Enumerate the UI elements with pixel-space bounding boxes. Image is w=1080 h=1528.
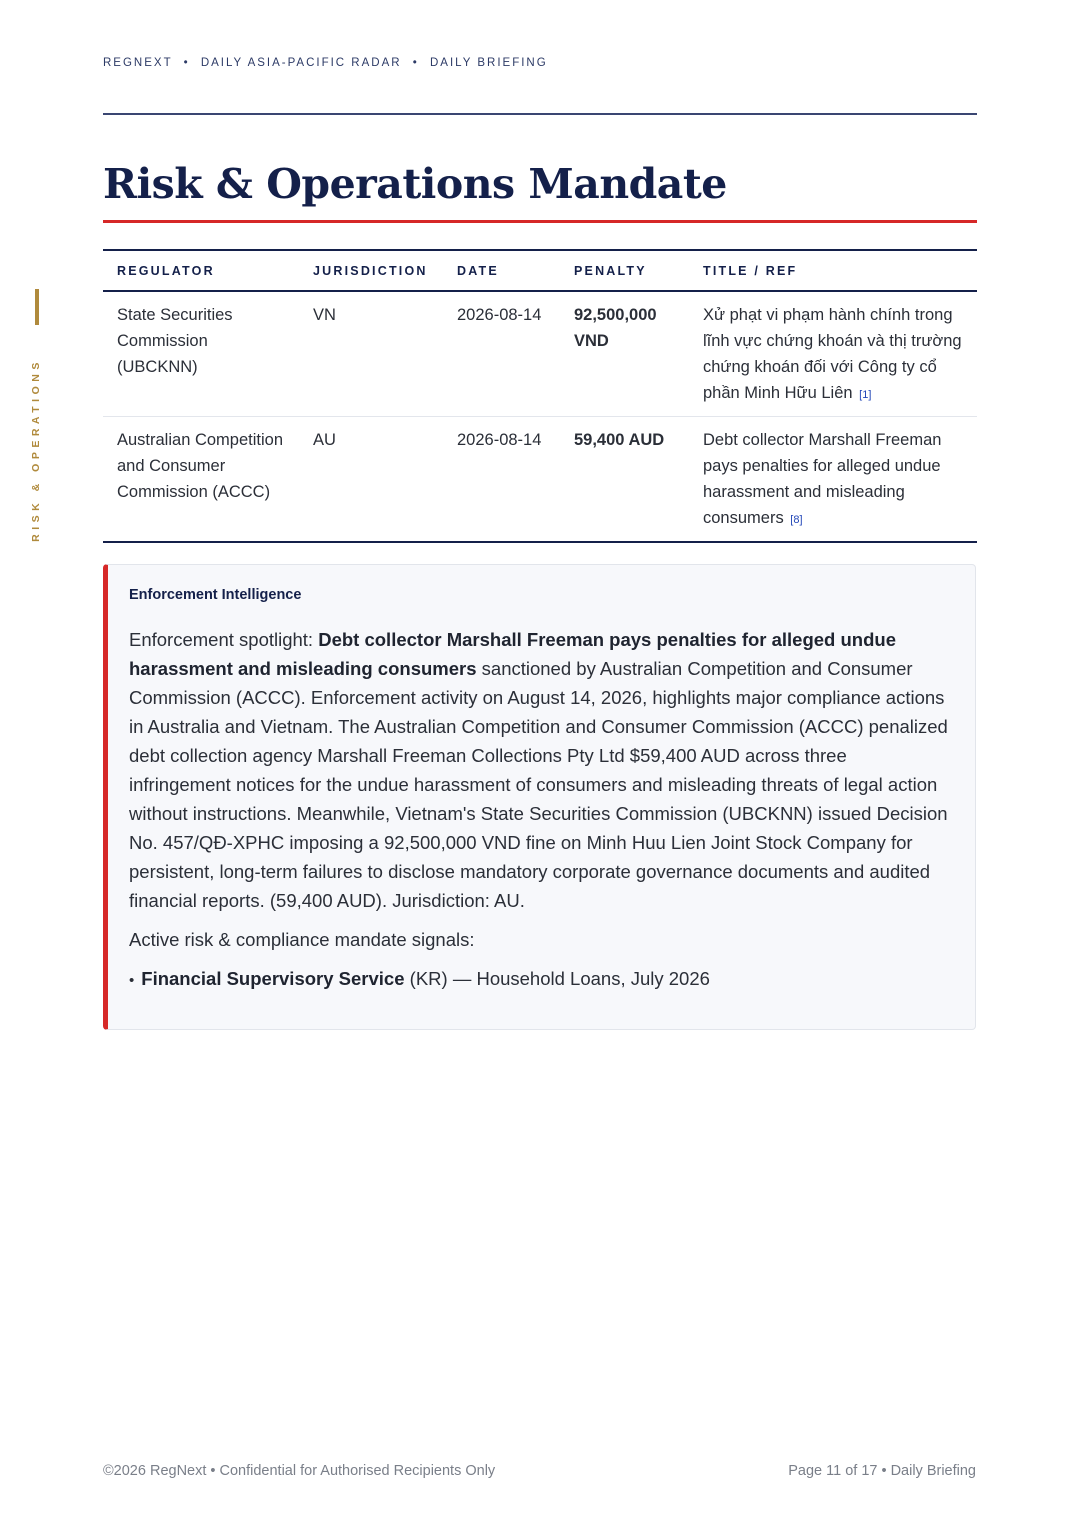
reference-link[interactable]: [8] xyxy=(790,514,803,526)
date-cell: 2026-08-14 xyxy=(457,306,542,324)
title-cell xyxy=(689,417,977,543)
date-cell: 2026-08-14 xyxy=(443,417,560,543)
table-row xyxy=(103,417,977,543)
header-edition: DAILY BRIEFING xyxy=(430,57,548,69)
side-accent-bar xyxy=(35,289,39,325)
column-header-title-ref: TITLE / REF xyxy=(689,250,977,291)
column-header-regulator: REGULATOR xyxy=(103,250,299,291)
panel-kicker: Enforcement Intelligence xyxy=(129,587,302,603)
spotlight-paragraph xyxy=(129,625,951,915)
header-brand: REGNEXT xyxy=(103,57,173,69)
signal-detail: (KR) — Household Loans, July 2026 xyxy=(404,968,710,989)
header-publication: DAILY ASIA-PACIFIC RADAR xyxy=(200,57,402,69)
running-header xyxy=(103,57,548,69)
penalty-cell: 92,500,000 VND xyxy=(574,306,657,350)
jurisdiction-cell: VN xyxy=(313,306,336,324)
spotlight-summary: sanctioned by Australian Competition and Consumer Commission (ACCC). Enforcement activity on August 14, 2026, highlights major compliance actions in Australia and Vietnam. The Australian Competition and Consumer Commission (ACCC) penalized debt collection agency Marshall Freeman Collections Pty Ltd $59,400 AUD across three infringement notices for the undue harassment of consumers and misleading threats of legal action without instructions. Meanwhile, Vietnam's State Securities Commission (UBCKNN) issued Decision No. 457/QĐ-XPHC imposing a 92,500,000 VND fine on Minh Huu Lien Joint Stock Company for persistent, long-term failures to disclose mandatory corporate governance documents and audited financial reports. (59,400 AUD). Jurisdiction: AU. xyxy=(129,658,948,911)
enforcement-table xyxy=(103,249,977,543)
jurisdiction-cell: AU xyxy=(299,417,443,543)
title-underline xyxy=(103,220,977,223)
signals-list xyxy=(129,964,951,995)
penalty-cell: 59,400 AUD xyxy=(560,417,689,543)
table-row xyxy=(103,291,977,417)
list-item xyxy=(129,964,951,995)
spotlight-prefix: Enforcement spotlight: xyxy=(129,629,319,650)
column-header-jurisdiction: JURISDICTION xyxy=(299,250,443,291)
signals-heading: Active risk & compliance mandate signals: xyxy=(129,929,475,950)
column-header-date: DATE xyxy=(443,250,560,291)
header-separator: • xyxy=(412,57,419,69)
footer-page-info: Page 11 of 17 • Daily Briefing xyxy=(788,1463,976,1479)
header-separator: • xyxy=(183,57,190,69)
signal-regulator: Financial Supervisory Service xyxy=(141,968,405,989)
footer-copyright: ©2026 RegNext • Confidential for Authorised Recipients Only xyxy=(103,1463,496,1479)
header-divider xyxy=(103,113,977,115)
title-text: Xử phạt vi phạm hành chính trong lĩnh vực chứng khoán và thị trường chứng khoán đối với Công ty cổ phần Minh Hữu Liên xyxy=(703,306,962,402)
table-header-row xyxy=(103,250,977,291)
title-text: Debt collector Marshall Freeman pays penalties for alleged undue harassment and misleading consumers xyxy=(703,431,942,527)
title-cell xyxy=(689,291,977,417)
spotlight-title: Debt collector Marshall Freeman pays penalties for alleged undue harassment and misleading consumers xyxy=(129,629,896,679)
regulator-cell: State Securities Commission (UBCKNN) xyxy=(117,306,233,376)
section-side-label: RISK & OPERATIONS xyxy=(30,358,42,542)
regulator-cell: Australian Competition and Consumer Commission (ACCC) xyxy=(103,417,299,543)
reference-link[interactable]: [1] xyxy=(859,389,872,401)
column-header-penalty: PENALTY xyxy=(560,250,689,291)
page-title: Risk & Operations Mandate xyxy=(103,160,727,208)
enforcement-intelligence-panel xyxy=(103,564,976,1030)
